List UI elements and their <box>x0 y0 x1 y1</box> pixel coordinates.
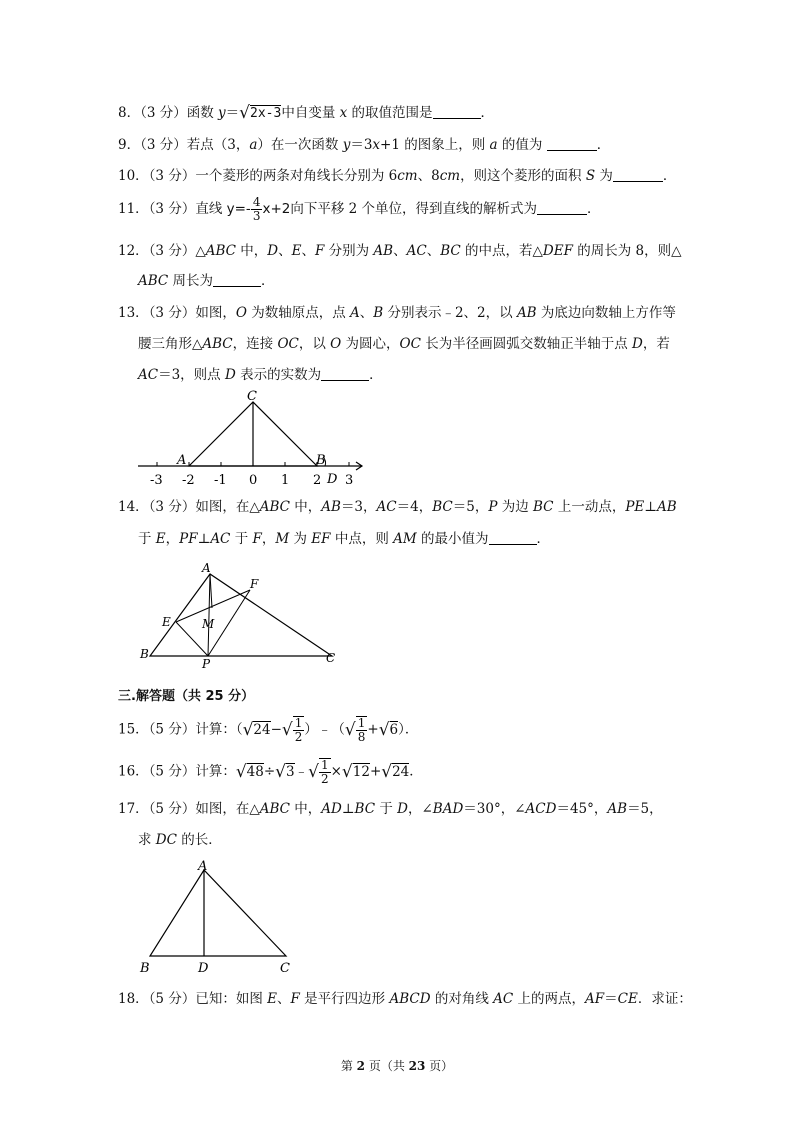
label-m: M <box>202 617 215 631</box>
label-f: F <box>250 577 259 591</box>
sqrt-sign: √ <box>378 719 390 740</box>
answer-blank[interactable] <box>547 136 597 151</box>
label-a: A <box>202 561 211 575</box>
label-e: E <box>162 615 171 629</box>
fraction: $\frac{1}{2}$ <box>320 758 329 786</box>
answer-blank[interactable] <box>537 200 587 215</box>
tick-label: 0 <box>249 473 258 488</box>
question-13-line2: 腰三角形△ABC，连接 OC，以 O 为圆心，OC 长为半径画圆弧交数轴正半轴于点 D，若 <box>138 336 670 352</box>
segment-ap <box>208 574 210 656</box>
tick-label: 1 <box>281 473 290 488</box>
label-b: B <box>140 961 150 976</box>
question-13-line3: AC＝3，则点 D 表示的实数为 ． <box>138 367 383 383</box>
question-8: 8．（3 分）函数 y＝√2x-3中自变量 x 的取值范围是 ． <box>118 103 495 123</box>
question-18: 18．（5 分）已知：如图 E、F 是平行四边形 ABCD 的对角线 AC 上的两点，AF＝CE．求证： <box>118 991 692 1007</box>
tick-label: -1 <box>214 473 227 488</box>
tick-label: -2 <box>182 473 195 488</box>
label-b: B <box>140 647 149 661</box>
answer-blank[interactable] <box>213 272 261 287</box>
answer-blank[interactable] <box>433 104 481 119</box>
triangle-abc-figure-14 <box>136 560 346 670</box>
question-14-line2: 于 E，PF⊥AC 于 F，M 为 EF 中点，则 AM 的最小值为 ． <box>138 531 550 547</box>
sqrt-sign: √ <box>381 761 393 782</box>
sqrt-sign: √ <box>239 103 251 123</box>
sqrt-sign: √ <box>242 719 254 740</box>
label-a: A <box>198 859 208 874</box>
sqrt-sign: √ <box>275 761 287 782</box>
label-c: C <box>326 651 336 665</box>
sqrt-sign: √ <box>344 719 356 740</box>
question-12: 12．（3 分）△ABC 中，D、E、F 分别为 AB、AC、BC 的中点，若△DEF 的周长为 8，则△ <box>118 243 682 259</box>
answer-blank[interactable] <box>321 366 369 381</box>
question-13: 13．（3 分）如图，O 为数轴原点，点 A、B 分别表示﹣2、2，以 AB 为底边向数轴上方作等 <box>118 305 676 321</box>
fraction: $\frac{1}{8}$ <box>357 716 366 744</box>
section-heading: 三.解答题（共 25 分） <box>118 689 255 704</box>
label-b: B <box>316 453 326 468</box>
question-16: 16．（5 分）计算：√48÷√3﹣√ $\frac{1}{2}$ ×√12+√24． <box>118 758 423 786</box>
segment-pf <box>208 590 250 656</box>
answer-blank[interactable] <box>613 167 663 182</box>
question-14: 14．（3 分）如图，在△ABC 中，AB＝3，AC＝4，BC＝5，P 为边 BC 上一动点，PE⊥AB <box>118 499 677 515</box>
tick-label: -3 <box>150 473 163 488</box>
label-c: C <box>280 961 290 976</box>
answer-blank[interactable] <box>489 530 537 545</box>
label-d: D <box>327 472 338 487</box>
sqrt-sign: √ <box>308 761 319 782</box>
number-line-figure <box>130 384 370 490</box>
triangle-abc <box>150 870 286 956</box>
tick-label: 2 <box>313 473 322 488</box>
question-11: 11．（3 分）直线 y=- $\frac{4}{3}$ x+2向下平移 2 个单位，得到直线的解析式为 ． <box>118 195 601 223</box>
question-9: 9．（3 分）若点（3，a）在一次函数 y＝3x+1 的图象上，则 a 的值为 ． <box>118 137 611 153</box>
sqrt-sign: √ <box>281 719 293 740</box>
triangle-abc <box>150 574 332 656</box>
fraction: $\frac{4}{3}$ <box>252 195 261 223</box>
question-15: 15．（5 分）计算：（√24−√ $\frac{1}{2}$ ）﹣（√ $\frac{1}{8}$ +√6）． <box>118 716 419 744</box>
label-a: A <box>177 453 187 468</box>
triangle-abc-figure-17 <box>136 858 298 978</box>
sqrt-sign: √ <box>235 761 247 782</box>
page-footer: 第 2 页（共 23 页） <box>340 1059 454 1073</box>
question-12-line2: ABC 周长为 ． <box>138 273 275 289</box>
tick-label: 3 <box>345 473 354 488</box>
question-17: 17．（5 分）如图，在△ABC 中，AD⊥BC 于 D，∠BAD＝30°，∠ACD＝45°，AB＝5， <box>118 801 663 817</box>
question-10: 10．（3 分）一个菱形的两条对角线长分别为 6cm、8cm，则这个菱形的面积 S 为 ． <box>118 168 677 184</box>
label-d: D <box>198 961 209 976</box>
sqrt-sign: √ <box>341 761 353 782</box>
fraction: $\frac{1}{2}$ <box>294 716 303 744</box>
label-c: C <box>247 389 257 404</box>
question-17-line2: 求 DC 的长． <box>138 832 222 848</box>
label-p: P <box>202 657 211 670</box>
